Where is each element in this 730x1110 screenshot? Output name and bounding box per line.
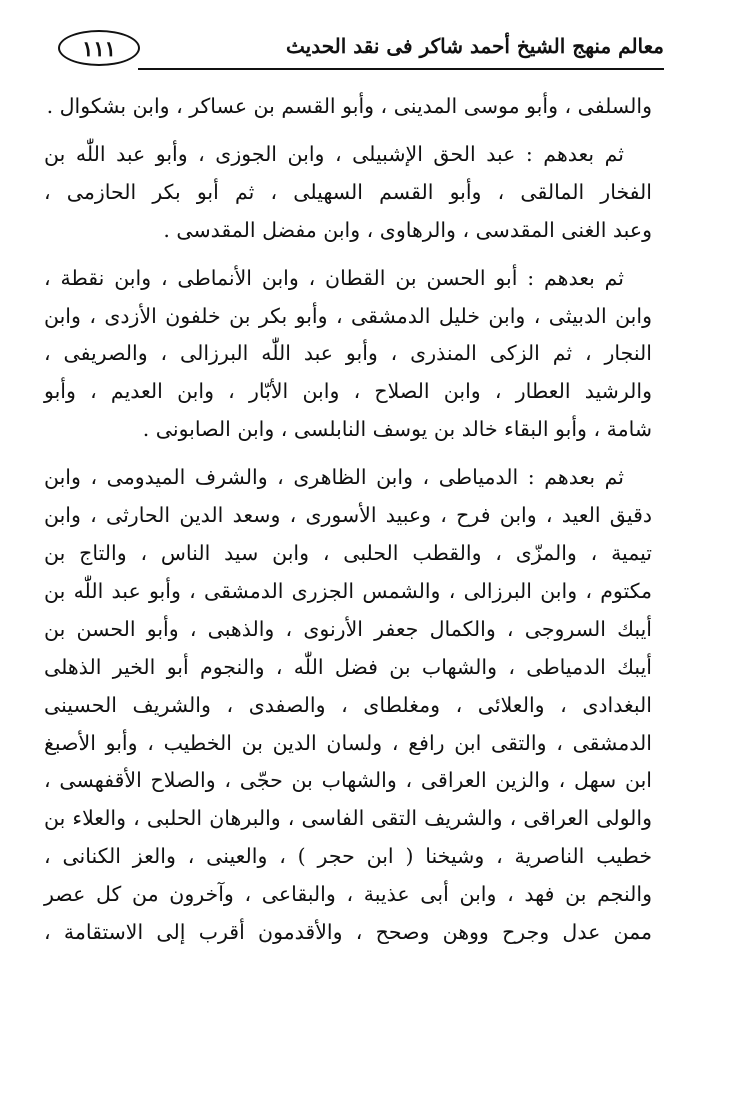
text-line: ثم بعدهم : أبو الحسن بن القطان ، وابن الأنماطى ، وابن نقطة ،	[44, 265, 624, 290]
text-line: دقيق العيد ، وابن فرح ، وعبيد الأسورى ، وسعد الدين الحارثى ، وابن	[44, 503, 652, 528]
paragraph-gap	[44, 449, 652, 459]
text-line: وابن الدبيثى ، وابن خليل الدمشقى ، وأبو بكر بن خلفون الأزدى ، وابن	[44, 303, 652, 328]
text-line: الدمشقى ، والتقى ابن رافع ، ولسان الدين بن الخطيب ، وأبو الأصبغ	[44, 730, 652, 755]
text-line: ثم بعدهم : الدمياطى ، وابن الظاهرى ، والشرف الميدومى ، وابن	[44, 465, 624, 490]
text-line: مكتوم ، وابن البرزالى ، والشمس الجزرى الدمشقى ، وأبو عبد اللّٰه بن	[44, 578, 652, 603]
paragraph-gap	[44, 250, 652, 260]
text-line: والرشيد العطار ، وابن الصلاح ، وابن الأبّار ، وابن العديم ، وأبو	[44, 379, 652, 404]
page-header	[42, 28, 664, 72]
text-line: والولى العراقى ، والشريف التقى الفاسى ، والبرهان الحلبى ، والعلاء بن	[44, 806, 652, 831]
text-line: تيمية ، والمزّى ، والقطب الحلبى ، وابن سيد الناس ، والتاج بن	[44, 540, 652, 565]
paragraph-gap	[44, 126, 652, 136]
paragraph	[44, 88, 652, 126]
text-line: وعبد الغنى المقدسى ، والرهاوى ، وابن مفضل المقدسى .	[163, 217, 652, 242]
text-line: ممن عدل وجرح ووهن وصحح ، والأقدمون أقرب إلى الاستقامة ،	[44, 920, 652, 945]
text-line: البغدادى ، والعلائى ، ومغلطاى ، والصفدى ، والشريف الحسينى	[44, 692, 652, 717]
header-rule	[138, 68, 664, 70]
text-line: خطيب الناصرية ، وشيخنا ( ابن حجر ) ، والعينى ، والعز الكنانى ،	[44, 844, 652, 869]
paragraph	[44, 260, 652, 450]
text-line: أيبك السروجى ، والكمال جعفر الأرنوى ، والذهبى ، وأبو الحسن بن	[44, 616, 652, 641]
text-line: والسلفى ، وأبو موسى المدينى ، وأبو القسم بن عساكر ، وابن بشكوال .	[46, 94, 652, 118]
text-line: أيبك الدمياطى ، والشهاب بن فضل اللّٰه ، والنجوم أبو الخير الذهلى	[44, 654, 652, 679]
body-text	[44, 88, 652, 952]
paragraph	[44, 136, 652, 250]
running-title: معالم منهج الشيخ أحمد شاكر فى نقد الحديث	[286, 34, 664, 58]
text-line: والنجم بن فهد ، وابن أبى عذيبة ، والبقاعى ، وآخرون من كل عصر	[44, 882, 652, 907]
text-line: شامة ، وأبو البقاء خالد بن يوسف النابلسى ، وابن الصابونى .	[142, 417, 652, 442]
page-number: ١١١	[58, 30, 140, 66]
text-line: ثم بعدهم : عبد الحق الإشبيلى ، وابن الجوزى ، وأبو عبد اللّٰه بن	[44, 141, 624, 166]
text-line: الفخار المالقى ، وأبو القسم السهيلى ، ثم أبو بكر الحازمى ،	[44, 179, 652, 204]
text-line: النجار ، ثم الزكى المنذرى ، وأبو عبد اللّٰه البرزالى ، والصريفى ،	[44, 341, 652, 366]
text-line: ابن سهل ، والزين العراقى ، والشهاب بن حجّى ، والصلاح الأقفهسى ،	[44, 768, 652, 793]
paragraph	[44, 459, 652, 952]
